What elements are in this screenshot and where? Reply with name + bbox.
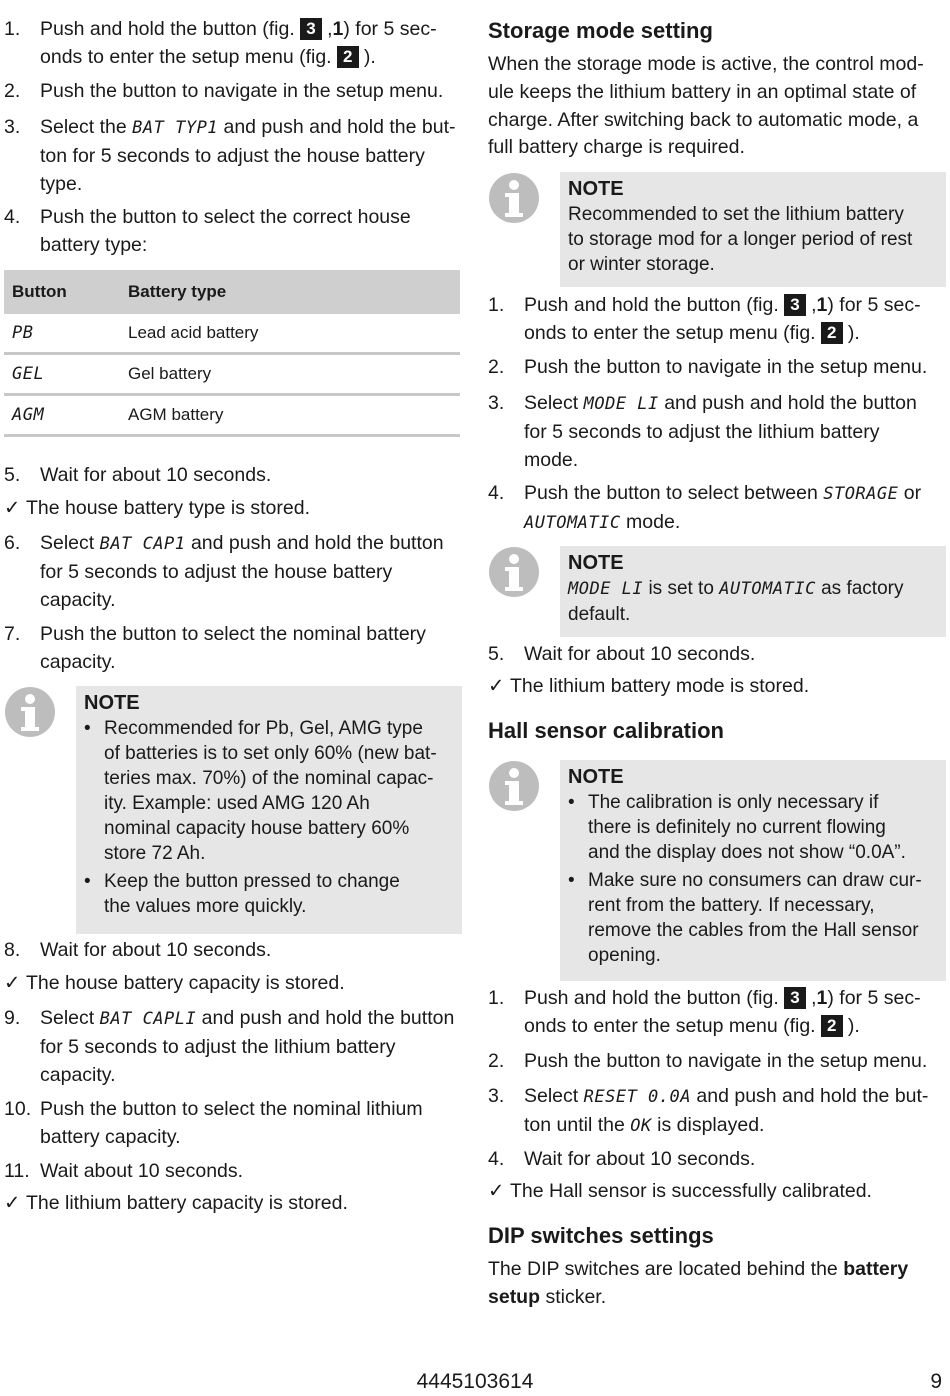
- lcd-text: BAT TYP1: [132, 118, 219, 138]
- note-list: [568, 790, 938, 968]
- lcd-text: AUTOMATIC: [524, 512, 621, 533]
- table-header: Battery type: [120, 270, 460, 314]
- table-header: Button: [4, 270, 120, 314]
- checkmark-icon: ✓: [488, 675, 505, 697]
- result-line: ✓ The house battery capacity is stored.: [4, 970, 462, 998]
- checkmark-icon: ✓: [4, 1192, 21, 1214]
- note-block: [488, 760, 946, 966]
- figure-ref-box: 2: [337, 46, 358, 68]
- hall-step-1: 1. Push and hold the button (fig. 3 ,1) for 5 sec- onds to enter the setup menu (fig. 2 ).: [488, 987, 921, 1037]
- battery-type-table: [4, 270, 460, 437]
- section-heading: Storage mode setting: [488, 18, 713, 43]
- figure-ref-box: 3: [300, 18, 321, 40]
- note-bullet: • Recommended for Pb, Gel, AMG type of batteries is to set only 60% (new bat- teries max. 70%) of the nominal capac- ity. Example: used AMG 120 Ah nominal capacity house battery 60% store 72 Ah.: [84, 716, 454, 866]
- step-6: 6. Select BAT CAP1 and push and hold the button for 5 seconds to adjust the house battery capacity.: [4, 532, 444, 611]
- note-text: MODE LI is set to AUTOMATIC as factory default.: [568, 578, 904, 625]
- figure-ref-box: 2: [821, 1015, 842, 1037]
- table-row: PB Lead acid battery: [4, 314, 460, 354]
- section-heading: DIP switches settings: [488, 1223, 714, 1248]
- figure-ref-box: 3: [784, 294, 805, 316]
- info-icon: [488, 546, 540, 598]
- hall-step-2: 2. Push the button to navigate in the setup menu.: [488, 1050, 928, 1072]
- hall-step-4: 4. Wait for about 10 seconds.: [488, 1148, 756, 1170]
- step-11: 11. Wait about 10 seconds.: [4, 1160, 244, 1182]
- note-box: [76, 686, 462, 934]
- note-bullet: • Keep the button pressed to change the values more quickly.: [84, 869, 454, 919]
- table-row: GEL Gel battery: [4, 354, 460, 395]
- note-list: [84, 716, 454, 919]
- info-icon: [4, 686, 56, 738]
- figure-ref-box: 3: [784, 987, 805, 1009]
- note-box: [560, 172, 946, 287]
- result-line: ✓ The house battery type is stored.: [4, 495, 462, 523]
- lcd-text: GEL: [12, 364, 45, 384]
- result-line: ✓ The lithium battery capacity is stored.: [4, 1190, 462, 1218]
- note-block: [4, 686, 462, 917]
- step-10: 10. Push the button to select the nominal lithium battery capacity.: [4, 1098, 423, 1148]
- lcd-text: MODE LI: [568, 579, 644, 599]
- hall-step-3: 3. Select RESET 0.0A and push and hold the but- ton until the OK is displayed.: [488, 1085, 929, 1136]
- lcd-text: OK: [630, 1115, 652, 1136]
- step-2: 2. Push the button to navigate in the setup menu.: [4, 80, 444, 102]
- result-line: ✓ The lithium battery mode is stored.: [488, 673, 946, 701]
- figure-ref-box: 2: [821, 322, 842, 344]
- step-1: 1. Push and hold the button (fig. 3 ,1) for 5 sec- onds to enter the setup menu (fig. 2 ).: [4, 18, 437, 68]
- lcd-text: MODE LI: [583, 394, 659, 414]
- note-title: NOTE: [84, 692, 140, 714]
- note-bullet: • The calibration is only necessary if there is definitely no current flowing and the display does not show “0.0A”.: [568, 790, 938, 865]
- storage-step-4: 4. Push the button to select between STORAGE or AUTOMATIC mode.: [488, 482, 922, 533]
- storage-step-5: 5. Wait for about 10 seconds.: [488, 643, 756, 665]
- step-4: 4. Push the button to select the correct house battery type:: [4, 206, 411, 256]
- table-row: AGM AGM battery: [4, 395, 460, 436]
- note-bullet: • Make sure no consumers can draw cur- rent from the battery. If necessary, remove the cables from the Hall sensor opening.: [568, 868, 938, 968]
- storage-step-1: 1. Push and hold the button (fig. 3 ,1) for 5 sec- onds to enter the setup menu (fig. 2 ).: [488, 294, 921, 344]
- result-line: ✓ The Hall sensor is successfully calibrated.: [488, 1178, 946, 1206]
- note-text: Recommended to set the lithium battery to storage mod for a longer period of rest or winter storage.: [568, 204, 913, 275]
- document-code: 4445103614: [416, 1370, 534, 1393]
- note-box: [560, 760, 946, 981]
- step-9: 9. Select BAT CAPLI and push and hold the button for 5 seconds to adjust the lithium battery capacity.: [4, 1007, 455, 1086]
- lcd-text: RESET 0.0A: [583, 1087, 691, 1107]
- note-title: NOTE: [568, 766, 624, 788]
- note-block: [488, 546, 946, 625]
- paragraph: The DIP switches are located behind the battery setup sticker.: [488, 1258, 909, 1308]
- step-8: 8. Wait for about 10 seconds.: [4, 939, 272, 961]
- checkmark-icon: ✓: [488, 1180, 505, 1202]
- lcd-text: BAT CAP1: [99, 534, 186, 554]
- storage-step-3: 3. Select MODE LI and push and hold the button for 5 seconds to adjust the lithium battery mode.: [488, 392, 917, 471]
- table-header-row: [4, 270, 460, 314]
- lcd-text: PB: [12, 323, 34, 343]
- lcd-text: AUTOMATIC: [719, 579, 816, 599]
- checkmark-icon: ✓: [4, 497, 21, 519]
- section-heading: Hall sensor calibration: [488, 718, 724, 743]
- paragraph: When the storage mode is active, the control mod- ule keeps the lithium battery in an optimal state of charge. After switching back to automatic mode, a full battery charge is required.: [488, 53, 924, 159]
- info-icon: [488, 172, 540, 224]
- storage-step-2: 2. Push the button to navigate in the setup menu.: [488, 356, 928, 378]
- note-title: NOTE: [568, 552, 624, 574]
- step-7: 7. Push the button to select the nominal battery capacity.: [4, 623, 426, 673]
- checkmark-icon: ✓: [4, 972, 21, 994]
- lcd-text: AGM: [12, 405, 45, 425]
- info-icon: [488, 760, 540, 812]
- lcd-text: BAT CAPLI: [99, 1009, 197, 1029]
- note-box: [560, 546, 946, 637]
- page-number: 9: [930, 1370, 942, 1393]
- step-5: 5. Wait for about 10 seconds.: [4, 464, 272, 486]
- lcd-text: STORAGE: [823, 484, 899, 504]
- step-3: 3. Select the BAT TYP1 and push and hold the but- ton for 5 seconds to adjust the house battery type.: [4, 116, 456, 195]
- note-title: NOTE: [568, 178, 624, 200]
- note-block: [488, 172, 946, 275]
